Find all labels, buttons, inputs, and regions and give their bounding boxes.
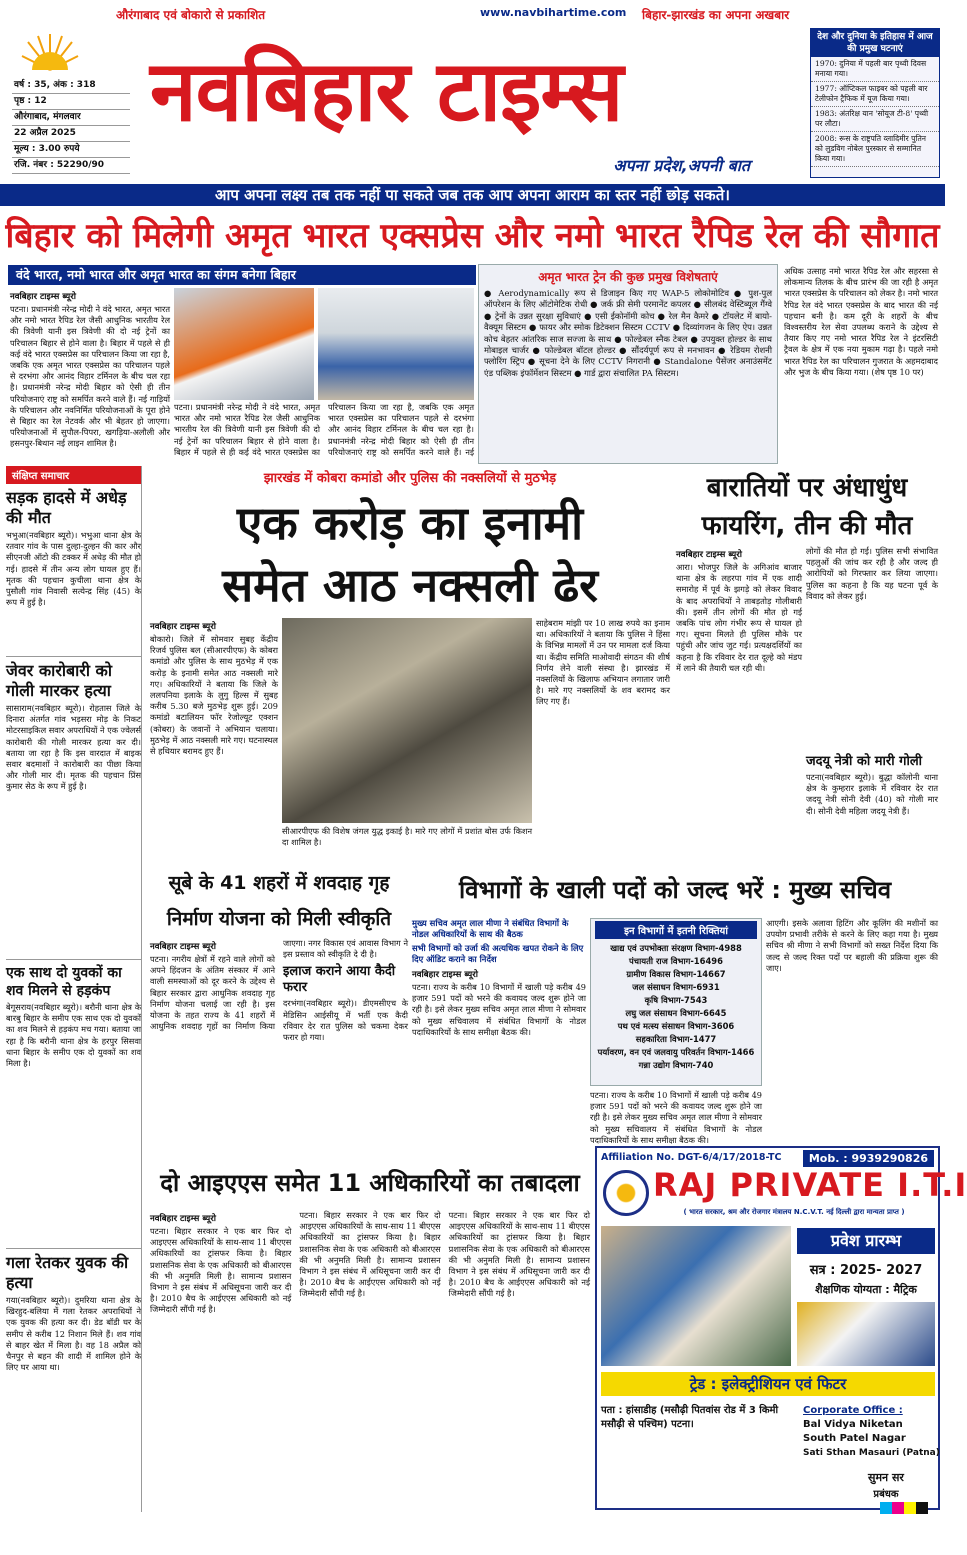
vacancy-column — [412, 918, 586, 1158]
naxal-text-continued: साहेबराम मांझी पर 10 लाख रुपये का इनाम था। अधिकारियों ने बताया कि पुलिस ने हिंसा के विभिन्न मामलों में उन पर मामला दर्ज किया था। केंद्रीय समिति माओवादी संगठन की शीर्ष निर्णय लेने वाली संस्था है। झारखंड में नक्सलियों के खिलाफ अभियान लगातार जारी है। मारे गए नक्सलियों के शव बरामद कर लिए गए हैं। — [536, 618, 670, 707]
sun-logo-icon — [20, 30, 80, 78]
iti-advertisement[interactable] — [595, 1146, 967, 1510]
ad-workshop-photo — [601, 1226, 791, 1366]
crem-sub-text: दरभंगा(नवबिहार ब्यूरो)। डीएमसीएच के मेडिसिन आईसीयू में भर्ती एक कैदी रविवार देर रात पुलिस को चकमा देकर फरार हो गया। — [283, 998, 408, 1043]
vacancy-item: पथ एवं मत्स्य संसाधन विभाग-3606 — [617, 1021, 735, 1031]
firing-byline: नवबिहार टाइम्स ब्यूरो — [676, 550, 742, 560]
ias-text-continued: पटना। बिहार सरकार ने एक बार फिर दो आइएएस अधिकारियों के साथ-साथ 11 बीएएस अधिकारियों का ट्रांसफर किया है। बिहार प्रशासनिक सेवा के एक अधिकारी को बीआरएस की भी अनुमति मिली है। सामान्य प्रशासन विभाग ने इस संबंध में अधिसूचना जारी कर दी है। 2010 बैच के आईएएस अधिकारी को नई जिम्मेदारी सौंपी गई है। — [448, 1210, 590, 1299]
vacancy-headline[interactable]: विभागों के खाली पदों को जल्द भरें : मुख्य सचिव — [458, 876, 892, 904]
vacancy-byline: नवबिहार टाइम्स ब्यूरो — [412, 970, 478, 980]
crem-text: पटना। नगरीय क्षेत्रों में रहने वाले लोगों को अपने हिंदजन के अंतिम संस्कार में आने वाली समस्याओं को दूर करने के उद्देश्य से बिहार सरकार द्वारा आधुनिक शवदाह गृह निर्माण योजना चलाई जा रही है। इस योजना के तहत राज्य के 41 शहरों में आधुनिक शवदाह गृहों का निर्माण किया जाएगा। नगर विकास एवं आवास विभाग ने इस प्रस्ताव को स्वीकृति दे दी है। — [150, 938, 408, 1032]
ias-text: पटना। बिहार सरकार ने एक बार फिर दो आइएएस अधिकारियों के साथ-साथ 11 बीएएस अधिकारियों का ट्रांसफर किया है। बिहार प्रशासनिक सेवा के एक अधिकारी को बीआरएस की भी अनुमति मिली है। सामान्य प्रशासन विभाग ने इस संबंध में अधिसूचना जारी कर दी है। 2010 बैच के आईएएस अधिकारी को नई जिम्मेदारी सौंपी गई है। — [150, 1226, 292, 1315]
naxal-byline: नवबिहार टाइम्स ब्यूरो — [150, 622, 216, 632]
lead-text: पटना। प्रधानमंत्री नरेन्द्र मोदी ने वंदे भारत, अमृत भारत और नमो भारत रैपिड रेल जैसी आधुनिक भारतीय रेल की त्रिवेणी यानी इस त्रिवेणी की दो नई ट्रेनों का परिचालन बिहार से होने वाला है। बिहार में पहले से ही कई वंदे भारत एक्सप्रेस का परिचालन किया जा रहा है, जबकि एक अमृत भारत एक्सप्रेस का परिचालन पहले से दरभंगा और आनंद विहार टर्मिनल के बीच चल रहा है। प्रधानमंत्री नरेन्द्र मोदी बिहार को ऐसी ही तीन परियोजनाएं राष्ट्र को समर्पित करने वाले हैं। नई गाड़ियों के परिचालन और नवनिर्मित परियोजनाओं के पूरा होने से बिहार का रेल नेटवर्क और भी बेहतर हो जाएगा। परियोजनाओं में सुपौल-पिपरा, खगड़िया-अलौली और हसनपुर-बिथान नई लाइन शामिल है। — [10, 304, 170, 449]
vacancy-box — [590, 918, 762, 1086]
firing-sub-title[interactable]: जदयू नेत्री को मारी गोली — [806, 754, 922, 769]
naxal-headline-line1[interactable]: एक करोड़ का इनामी — [236, 496, 584, 550]
features-heading: अमृत भारत ट्रेन की कुछ प्रमुख विशेषताएं — [538, 270, 718, 284]
vacancy-item: सहकारिता विभाग-1477 — [635, 1034, 717, 1044]
brief-text: बेगूसराय(नवबिहार ब्यूरो)। बरौनी थाना क्षेत्र के बारबु बिहार के समीप एक साथ एक दो युवकों का शव मिलने से हड़कंप मच गया। बताया जा रहा है कि बरौनी थाना क्षेत्र के हरपुर सिसवा धाना बिहार के समीप एक दो युवकों का शव मिला है। — [6, 1002, 141, 1069]
lead-headline[interactable]: बिहार को मिलेगी अमृत भारत एक्सप्रेस और नमो भारत रैपिड रेल की सौगात — [5, 216, 940, 256]
ad-corp-line: South Patel Nagar — [803, 1433, 906, 1444]
ad-institute-name: RAJ PRIVATE I.T.I — [653, 1166, 967, 1204]
ias-text-continued: पटना। बिहार सरकार ने एक बार फिर दो आइएएस अधिकारियों के साथ-साथ 11 बीएएस अधिकारियों का ट्रांसफर किया है। बिहार प्रशासनिक सेवा के एक अधिकारी को बीआरएस की भी अनुमति मिली है। सामान्य प्रशासन विभाग ने इस संबंध में अधिसूचना जारी कर दी है। 2010 बैच के आईएएस अधिकारी को नई जिम्मेदारी सौंपी गई है। — [299, 1210, 441, 1299]
firing-text-continued: लोगों की मौत हो गई। पुलिस सभी संभावित पहलुओं की जांच कर रही है और जल्द ही आरोपियों को गिरफ्तार कर लिया जाएगा। पुलिस का कहना है कि यह घटना पूर्व के विवाद को लेकर हुई। — [806, 546, 938, 601]
ad-address: पता : हांसाडीह (मसौढ़ी पितवांस रोड में 3 किमी मसौढ़ी से पश्चिम) पटना। — [601, 1405, 779, 1430]
brief-title[interactable]: एक साथ दो युवकों का शव मिलने से हड़कंप — [6, 959, 141, 1000]
brief-heading: संक्षिप्त समाचार — [6, 466, 141, 484]
ad-affiliation: Affiliation No. DGT-6/4/17/2018-TC — [601, 1152, 782, 1163]
vacancy-item: पंचायती राज विभाग-16496 — [629, 956, 723, 966]
vacancy-bullet: सभी विभागों को उर्जा की अत्यधिक खपत रोकने के लिए दिए ऑडिट कराने का निर्देश — [412, 943, 584, 964]
naxal-caption: सीआरपीएफ की विशेष जंगल युद्ध इकाई है। मारे गए लोगों में प्रशांत बोस उर्फ किशन दा शामिल है। — [282, 826, 532, 848]
issue-place: औरंगाबाद, मंगलवार — [12, 110, 130, 126]
ias-byline: नवबिहार टाइम्स ब्यूरो — [150, 1214, 216, 1224]
crem-headline-line1[interactable]: सूबे के 41 शहरों में शवदाह गृह — [168, 872, 390, 894]
vacancy-item: जल संसाधन विभाग-6931 — [632, 982, 720, 992]
vacancy-text-continued: पटना। राज्य के करीब 10 विभागों में खाली पड़े करीब 49 हजार 591 पदों को भरने की कवायद जल्द शुरू होने जा रही है। इसे लेकर मुख्य सचिव अमृत लाल मीणा ने सोमवार को मुख्य सचिवालय में संबंधित विभागों के नोडल पदाधिकारियों के साथ समीक्षा बैठक की। — [590, 1090, 762, 1145]
ad-corporate-office — [803, 1404, 940, 1460]
seized-weapons-photo — [282, 618, 532, 823]
lead-byline: नवबिहार टाइम्स ब्यूरो — [10, 292, 76, 302]
top-bar — [110, 4, 810, 24]
issue-pages: पृष्ठ : 12 — [12, 94, 130, 110]
vacancy-item: खाद्य एवं उपभोक्ता संरक्षण विभाग-4988 — [610, 943, 742, 953]
brief-text: गया(नवबिहार ब्यूरो)। दुमरिया थाना क्षेत्र के खिरहुद-बलिया में गला रेतकर अपराधियों ने एक युवक की हत्या कर दी। डेड बॉडी घर के समीप से करीब 12 निशान मिले हैं। शव गांव से बाहर खेत में मिला है। वह 18 अप्रैल को चैनपुर से बहन की शादी में शामिल होने के लिए घर आया था। — [6, 1295, 141, 1373]
brief-news-column — [6, 466, 142, 1512]
firing-headline-line2[interactable]: फायरिंग, तीन की मौत — [701, 511, 913, 541]
vacancy-text: पटना। राज्य के करीब 10 विभागों में खाली पड़े करीब 49 हजार 591 पदों को भरने की कवायद जल्द शुरू होने जा रही है। इसे लेकर मुख्य सचिव अमृत लाल मीणा ने सोमवार को मुख्य सचिवालय में संबंधित विभागों के नोडल पदाधिकारियों के साथ समीक्षा बैठक की। — [412, 982, 586, 1037]
top-bar-right: बिहार-झारखंड का अपना अखबार — [642, 8, 790, 22]
top-bar-left: औरंगाबाद एवं बोकारो से प्रकाशित — [116, 8, 266, 22]
vacancy-item: गन्ना उद्योग विभाग-740 — [638, 1060, 714, 1070]
lead-column — [10, 288, 170, 463]
history-heading: देश और दुनिया के इतिहास में आज की प्रमुख घटनाएं — [811, 29, 939, 57]
vacancy-item: लघु जल संसाधन विभाग-6645 — [625, 1008, 727, 1018]
firing-sub-text: पटना(नवबिहार ब्यूरो)। बुद्धा कॉलोनी थाना क्षेत्र के कुम्हरार इलाके में रविवार देर रात जदयू नेत्री सोनी देवी (40) को गोली मार दी। सोनी देवी महिला जदयू नेत्री हैं। — [806, 772, 938, 816]
print-color-marks — [880, 1502, 928, 1514]
newspaper-title: नवबिहार टाइम्स — [150, 42, 623, 140]
brief-title[interactable]: सड़क हादसे में अधेड़ की मौत — [6, 488, 127, 527]
crem-byline: नवबिहार टाइम्स ब्यूरो — [150, 942, 216, 952]
features-text: ● Aerodynamically रूप से डिजाइन किए गए WAP-5 लोकोमोटिव ● पुश-पुल ऑपरेशन के लिए ऑटोमेटिक रोधी ● जर्क फ्री सेमी परमानेंट कपलर ● सीलबंद वेस्टिब्यूल गैंग्वे ● ट्रेनों के उन्नत सुरक्षा सुविधाएं ● एसी ईकोनॉमी कोच ● रेल मैन कैमरे ● टॉयलेट में बायो-वैक्यूम सिस्टम ● फायर और स्मोक डिटेक्शन सिस्टम CCTV ● दिव्यांगजन के लिए ऐप। उन्नत कोच बेहतर आंतरिक साज सज्जा के साथ ● फोल्डेबल स्नैक टेबल ● उपयुक्त होल्डर के साथ मोबाइल चार्जर ● फोल्डेबल बॉटल होल्डर ● सौंदर्यपूर्ण रूप से मनभावन ● रेडियम रोशनी फ्लोरिंग स्ट्रिप ● सूचना देने के लिए CCTV निगरानी ● Standalone पैसेंजर अनाउंसमेंट एंड पब्लिक इंफॉर्मेशन सिस्टम ● गार्ड द्वारा संचालित PA सिस्टम। — [484, 288, 772, 378]
vacancy-box-heading: इन विभागों में इतनी रिक्तियां — [595, 921, 757, 939]
crem-columns — [150, 938, 408, 1158]
vacancy-item: कृषि विभाग-7543 — [644, 995, 708, 1005]
naxal-column — [150, 618, 278, 860]
issue-info — [12, 78, 130, 178]
vacancy-item: ग्रामीण विकास विभाग-14667 — [626, 969, 726, 979]
ad-corp-label: Corporate Office : — [803, 1405, 903, 1416]
brief-text: सासाराम(नवबिहार ब्यूरो)। रोहतास जिले के दिनारा अंतर्गत गांव भड़सरा मोड़ के निकट मोटरसाइकिल सवार अपराधियों ने एक ज्वेलर्स कारोबारी की गोली मारकर हत्या कर दी। बताया जा रहा है कि इस वारदात में बाइक सवार बदमाशों ने कारोबारी का पीछा किया और गोली मार दी। मृतक की पहचान प्रिंस कुमार सेठ के रूप में हुई है। — [6, 703, 141, 792]
firing-column — [676, 546, 802, 864]
issue-price: मूल्य : 3.00 रुपये — [12, 142, 130, 158]
newspaper-tagline: अपना प्रदेश,अपनी बात — [613, 156, 750, 175]
ad-students-photo — [797, 1302, 935, 1366]
issue-reg: रजि. नंबर : 52290/90 — [12, 158, 130, 174]
ad-qualification: शैक्षणिक योग्यता : मैट्रिक — [815, 1283, 917, 1296]
ad-recognition: ( भारत सरकार, श्रम और रोजगार मंत्रालय N.C.V.T. नई दिल्ली द्वारा मान्यता प्राप्त ) — [683, 1208, 905, 1216]
crem-headline-line2[interactable]: निर्माण योजना को मिली स्वीकृति — [166, 908, 392, 930]
brief-text: भभुआ(नवबिहार ब्यूरो)। भभुआ थाना क्षेत्र के रतवार गांव के पास दुल्हा-दुल्हन की कार और सीएनजी ऑटो की टक्कर में अधेड़ की मौत हो गई। हादसे में तीन अन्य लोग घायल हुए हैं। मृतक की पहचान कुचीला थाना क्षेत्र के पुसौली गांव निवासी सत्येन्द्र सिंह (45) के रूप में हुई है। — [6, 530, 141, 608]
vacancy-bullet: मुख्य सचिव अमृत लाल मीणा ने संबंधित विभागों के नोडल अधिकारियों के साथ की बैठक — [412, 918, 569, 939]
brief-title[interactable]: जेवर कारोबारी को गोली मारकर हत्या — [6, 656, 141, 701]
slogan-bar: आप अपना लक्ष्य तब तक नहीं पा सकते जब तक आप अपना आराम का स्तर नहीं छोड़ सकते। — [0, 184, 945, 206]
history-item: 1977: ऑप्टिकल फाइबर को पहली बार टेलीफोन ट्रैफिक में यूज किया गया। — [811, 82, 939, 107]
issue-date: 22 अप्रैल 2025 — [12, 126, 130, 142]
history-item: 2008: रूस के राष्ट्रपति व्लादिमीर पुतिन को लुडविग नोबेल पुरस्कार से सम्मानित किया गया। — [811, 132, 939, 167]
firing-text: आरा। भोजपुर जिले के अगिआंव बाजार थाना क्षेत्र के लहरपा गांव में एक शादी समारोह में पूर्व के झगड़े को लेकर विवाद के बाद अपराधियों ने ताबड़तोड़ गोलीबारी की। इसमें तीन लोगों की मौत हो गई जबकि पांच लोग गंभीर रूप से घायल हो गए। सूचना मिलते ही पुलिस मौके पर पहुंची और जांच जुट गई। प्रत्यक्षदर्शियों का कहना है कि रविवार देर रात दूल्हे को मंडप में लाने की तैयारी चल रही थी। — [676, 562, 802, 673]
ias-columns — [150, 1210, 590, 1510]
issue-year: वर्ष : 35, अंक : 318 — [12, 78, 130, 94]
naxal-text: बोकारो। जिले में सोमवार सुबह केंद्रीय रिजर्व पुलिस बल (सीआरपीएफ) के कोबरा कमांडो और पुलिस के साथ मुठभेड़ में एक करोड़ के इनामी समेत आठ नक्सली मारे गए। अधिकारियों ने बताया कि जिले के ललपनिया इलाके के लुगु हिल्स में सुबह करीब 5.30 बजे मुठभेड़ शुरू हुई। 209 कमांडो बटालियन फॉर रेजोल्यूट एक्शन (कोबरा) के जवानों ने अभियान चलाया। मुठभेड़ में आठ नक्सली मारे गए। घटनास्थल से हथियार बरामद हुए हैं। — [150, 634, 278, 757]
firing-headline-line1[interactable]: बारातियों पर अंधाधुंध — [706, 473, 908, 503]
ad-corp-line: Sati Sthan Masauri (Patna) — [803, 1448, 940, 1458]
ias-headline[interactable]: दो आइएएस समेत 11 अधिकारियों का तबादला — [160, 1169, 580, 1197]
vacancy-text-right: आएगी। इसके अलावा हिटिंग और कूलिंग की मशीनों का उपयोग प्रभावी तरीके से करने के लिए कहा गया है। मुख्य सचिव श्री मीणा ने सभी विभागों को सख्त निर्देश दिया कि जल्द से जल्द रिक्त पदों पर बहाली की प्रक्रिया शुरू की जाए। — [766, 918, 938, 973]
naxal-kicker: झारखंड में कोबरा कमांडो और पुलिस की नक्सलियों से मुठभेड़ — [263, 471, 557, 486]
ad-mobile[interactable]: Mob. : 9939290826 — [803, 1150, 934, 1167]
iti-logo-icon — [603, 1170, 649, 1216]
history-box — [810, 28, 940, 178]
ad-person: सुमन सर — [868, 1471, 904, 1484]
ad-admission: प्रवेश प्रारम्भ — [797, 1228, 935, 1254]
history-item: 1970: दुनिया में पहली बार पृथ्वी दिवस मनाया गया। — [811, 57, 939, 82]
masthead — [150, 36, 770, 176]
brief-title[interactable]: गला रेतकर युवक की हत्या — [6, 1248, 141, 1293]
naxal-headline-line2[interactable]: समेत आठ नक्सली ढेर — [222, 558, 598, 612]
lead-subhead: वंदे भारत, नमो भारत और अमृत भारत का संगम बनेगा बिहार — [8, 265, 476, 285]
ad-session: सत्र : 2025- 2027 — [809, 1263, 923, 1278]
train-exterior-photo — [174, 288, 314, 400]
website-link[interactable]: www.navbihartime.com — [480, 6, 627, 19]
features-box — [478, 264, 778, 464]
lead-text-continued: पटना। प्रधानमंत्री नरेन्द्र मोदी ने वंदे भारत, अमृत भारत और नमो भारत रैपिड रेल जैसी आधुनिक भारतीय रेल की त्रिवेणी यानी इस त्रिवेणी की दो नई ट्रेनों का परिचालन बिहार से होने वाला है। बिहार में पहले से ही कई वंदे भारत एक्सप्रेस का परिचालन किया जा रहा है, जबकि एक अमृत भारत एक्सप्रेस का परिचालन पहले से दरभंगा और आनंद विहार टर्मिनल के बीच चल रहा है। प्रधानमंत्री नरेन्द्र मोदी बिहार को ऐसी ही तीन परियोजनाएं राष्ट्र को समर्पित करने वाले हैं। नई — [174, 402, 474, 457]
ad-corp-line: Bal Vidya Niketan — [803, 1419, 903, 1430]
crem-sub-title[interactable]: इलाज कराने आया कैदी फरार — [283, 964, 396, 996]
lead-right-text: अधिक उत्साह नमो भारत रैपिड रेल और सहरसा से लोकमान्य तिलक के बीच प्रारंभ की जा रही है अमृत भारत एक्सप्रेस के परिचालन को लेकर है। नमो भारत रैपिड रेल वंदे भारत एक्सप्रेस के बाद भारत की नई पहचान बनी है। कम दूरी के शहरों के बीच विश्वस्तरीय रेल सेवा उपलब्ध कराने के उद्देश्य से तैयार किए गए नमो भारत रैपिड रेल ने इंटरसिटी ट्रैवल के क्षेत्र में एक नया मुकाम गढ़ा है। पहले नमो भारत रैपिड रेल का परिचालन गुजरात के अहमदाबाद और भुज के बीच किया गया। (शेष पृष्ठ 10 पर) — [784, 266, 938, 377]
ad-role: प्रबंधक — [873, 1489, 899, 1500]
history-item: 1983: अंतरिक्ष यान 'सोयूज टी-8' पृथ्वी पर लौटा। — [811, 107, 939, 132]
ad-trade: ट्रेड : इलेक्ट्रीशियन एवं फिटर — [601, 1372, 935, 1396]
vacancy-item: पर्यावरण, वन एवं जलवायु परिवर्तन विभाग-1466 — [597, 1047, 755, 1057]
firing-column-right — [806, 546, 938, 864]
train-interior-photo — [318, 288, 474, 400]
